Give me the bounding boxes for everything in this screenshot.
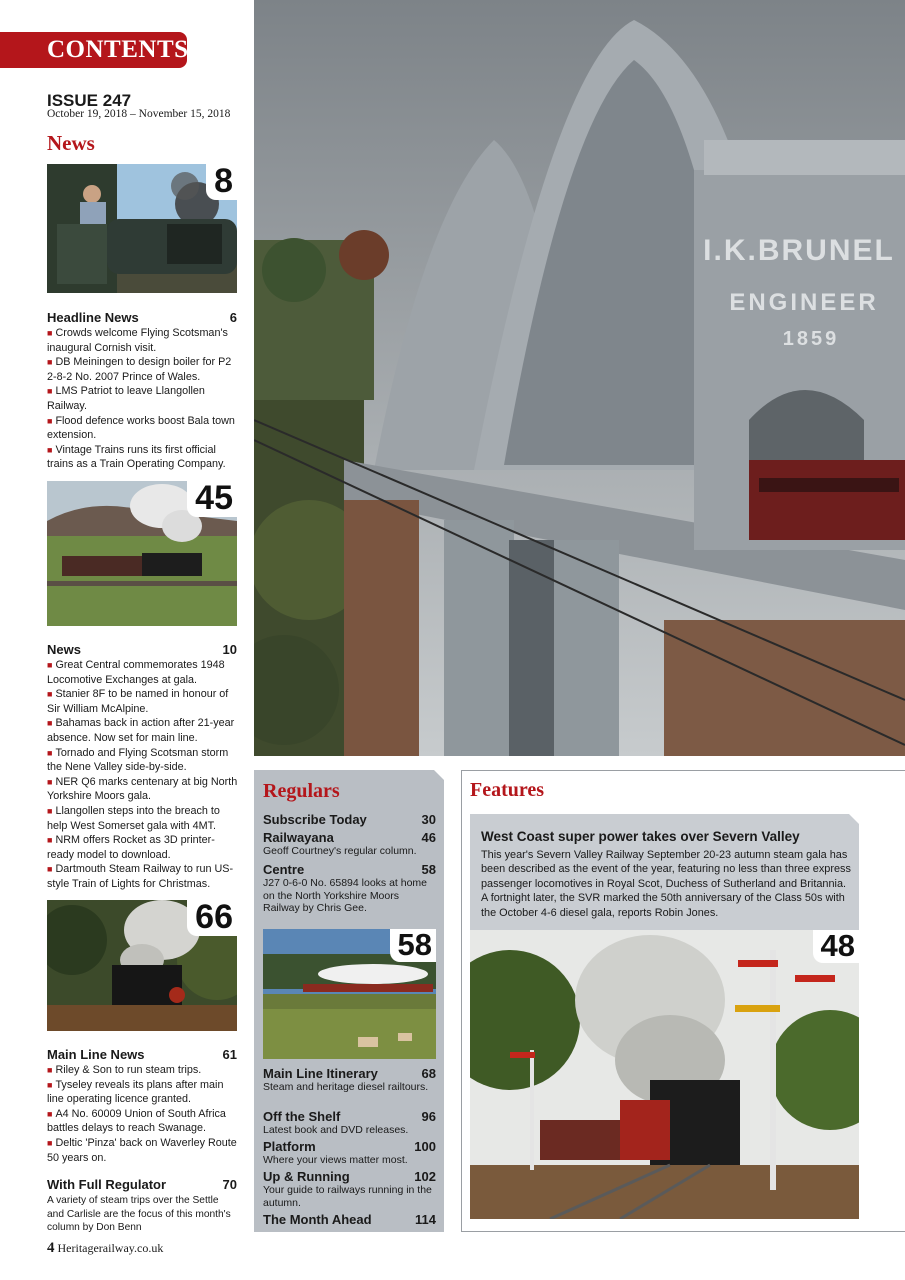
features-heading: Features — [470, 779, 545, 801]
main-line-news-page: 61 — [222, 1047, 237, 1062]
regular-month-ahead[interactable] — [263, 1212, 436, 1227]
corner-cut — [434, 770, 444, 780]
issue-dates: October 19, 2018 – November 15, 2018 — [47, 108, 231, 120]
regular-shelf[interactable] — [263, 1109, 436, 1137]
regular-page: 58 — [421, 862, 436, 877]
feature-body: This year's Severn Valley Railway September 20-23 autumn steam gala has been described as the event of the year, featuring no less than three express passenger locomotives in Royal Scot, Duchess of Sutherland and Britannia. A fortnight later, the SVR marked the 50th anniversary of the Class 50s with the October 4-6 diesel gala, reports Robin Jones. — [481, 849, 851, 919]
headline-news-list — [47, 326, 239, 472]
page-badge: 48 — [813, 930, 859, 963]
page-badge: 58 — [390, 929, 436, 962]
list-item: ■ LMS Patriot to leave Llangollen Railway. — [47, 384, 239, 413]
list-item: ■ Dartmouth Steam Railway to run US-style Train of Lights for Christmas. — [47, 862, 239, 891]
headline-news-photo[interactable] — [47, 164, 237, 293]
hero-photo — [254, 0, 905, 756]
issue-number: ISSUE 247 — [47, 91, 132, 110]
regular-desc: Geoff Courtney's regular column. — [263, 845, 417, 857]
regular-page: 68 — [421, 1066, 436, 1081]
regular-title: Platform — [263, 1139, 316, 1154]
full-regulator-page: 70 — [222, 1177, 237, 1192]
list-item: ■ NER Q6 marks centenary at big North Yorkshire Moors gala. — [47, 775, 239, 804]
full-regulator-desc: A variety of steam trips over the Settle and Carlisle are the focus of this month's column by Don Benn — [47, 1195, 231, 1233]
page-badge: 45 — [187, 481, 237, 517]
news-page: 10 — [222, 642, 237, 657]
regular-title: Subscribe Today — [263, 812, 367, 827]
regular-title: The Month Ahead — [263, 1212, 372, 1227]
contents-banner: CONTENTS — [0, 32, 187, 68]
regular-page: 102 — [414, 1169, 436, 1184]
regular-running[interactable] — [263, 1169, 436, 1209]
list-item: ■ A4 No. 60009 Union of South Africa battles delays to reach Swanage. — [47, 1107, 239, 1136]
list-item: ■ Deltic 'Pinza' back on Waverley Route 50 years on. — [47, 1136, 239, 1165]
regulars-panel — [254, 770, 444, 1232]
regular-itinerary[interactable] — [263, 1066, 436, 1094]
regular-desc: Latest book and DVD releases. — [263, 1124, 409, 1136]
list-item: ■ NRM offers Rocket as 3D printer-ready model to download. — [47, 833, 239, 862]
regular-railwayana[interactable] — [263, 830, 436, 858]
list-item: ■ Riley & Son to run steam trips. — [47, 1063, 239, 1078]
regular-desc: J27 0-6-0 No. 65894 looks at home on the North Yorkshire Moors Railway by Chris Gee. — [263, 877, 428, 914]
list-item: ■ Great Central commemorates 1948 Locomotive Exchanges at gala. — [47, 658, 239, 687]
regular-title: Off the Shelf — [263, 1109, 341, 1124]
regular-title: Centre — [263, 862, 305, 877]
features-panel — [461, 770, 905, 1232]
page-badge: 66 — [187, 900, 237, 936]
full-regulator-label: With Full Regulator — [47, 1177, 167, 1192]
news-section-heading: News — [47, 131, 95, 155]
bridge-inscription-brunel: I.K.BRUNEL — [703, 234, 895, 267]
regular-subscribe[interactable] — [263, 812, 436, 827]
list-item: ■ Vintage Trains runs its first official trains as a Train Operating Company. — [47, 443, 239, 472]
news-list — [47, 658, 239, 892]
feature-title: West Coast super power takes over Severn Valley — [481, 829, 800, 844]
site-name: Heritagerailway.co.uk — [57, 1241, 164, 1255]
feature-summary[interactable] — [470, 814, 859, 931]
list-item: ■ Bahamas back in action after 21-year absence. Now set for main line. — [47, 716, 239, 745]
regulars-heading: Regulars — [263, 780, 340, 802]
full-regulator-title[interactable] — [47, 1177, 237, 1192]
main-line-news-photo[interactable] — [47, 900, 237, 1031]
news-label: News — [47, 642, 81, 657]
list-item: ■ Stanier 8F to be named in honour of Sir William McAlpine. — [47, 687, 239, 716]
regular-page: 30 — [421, 812, 436, 827]
list-item: ■ Flood defence works boost Bala town extension. — [47, 414, 239, 443]
main-line-news-label: Main Line News — [47, 1047, 145, 1062]
headline-news-label: Headline News — [47, 310, 139, 325]
list-item: ■ Crowds welcome Flying Scotsman's inaugural Cornish visit. — [47, 326, 239, 355]
regular-desc: Where your views matter most. — [263, 1154, 408, 1166]
regular-centre[interactable] — [263, 862, 436, 915]
regular-page: 46 — [421, 830, 436, 845]
bridge-inscription-year: 1859 — [782, 328, 840, 350]
feature-photo[interactable] — [470, 930, 859, 1219]
list-item: ■ DB Meiningen to design boiler for P2 2-8-2 No. 2007 Prince of Wales. — [47, 355, 239, 384]
regular-page: 96 — [421, 1109, 436, 1124]
main-line-news-list — [47, 1063, 239, 1165]
centre-photo[interactable] — [263, 929, 436, 1059]
regular-title: Main Line Itinerary — [263, 1066, 378, 1081]
regular-platform[interactable] — [263, 1139, 436, 1167]
page-footer — [47, 1240, 163, 1257]
headline-news-page: 6 — [229, 310, 237, 325]
regular-title: Up & Running — [263, 1169, 350, 1184]
regular-title: Railwayana — [263, 830, 334, 845]
main-line-news-title[interactable] — [47, 1047, 237, 1062]
regular-desc: Your guide to railways running in the autumn. — [263, 1184, 432, 1209]
list-item: ■ Llangollen steps into the breach to help West Somerset gala with 4MT. — [47, 804, 239, 833]
bridge-inscription-engineer: ENGINEER — [729, 289, 879, 316]
page-badge: 8 — [206, 164, 237, 200]
list-item: ■ Tornado and Flying Scotsman storm the Nene Valley side-by-side. — [47, 746, 239, 775]
news-photo[interactable] — [47, 481, 237, 626]
headline-news-title[interactable] — [47, 310, 237, 325]
regular-page: 114 — [415, 1212, 436, 1227]
list-item: ■ Tyseley reveals its plans after main line operating licence granted. — [47, 1078, 239, 1107]
page-number: 4 — [47, 1240, 55, 1256]
news-title[interactable] — [47, 642, 237, 657]
regular-desc: Steam and heritage diesel railtours. — [263, 1081, 429, 1093]
regular-page: 100 — [414, 1139, 436, 1154]
corner-cut — [849, 814, 859, 824]
